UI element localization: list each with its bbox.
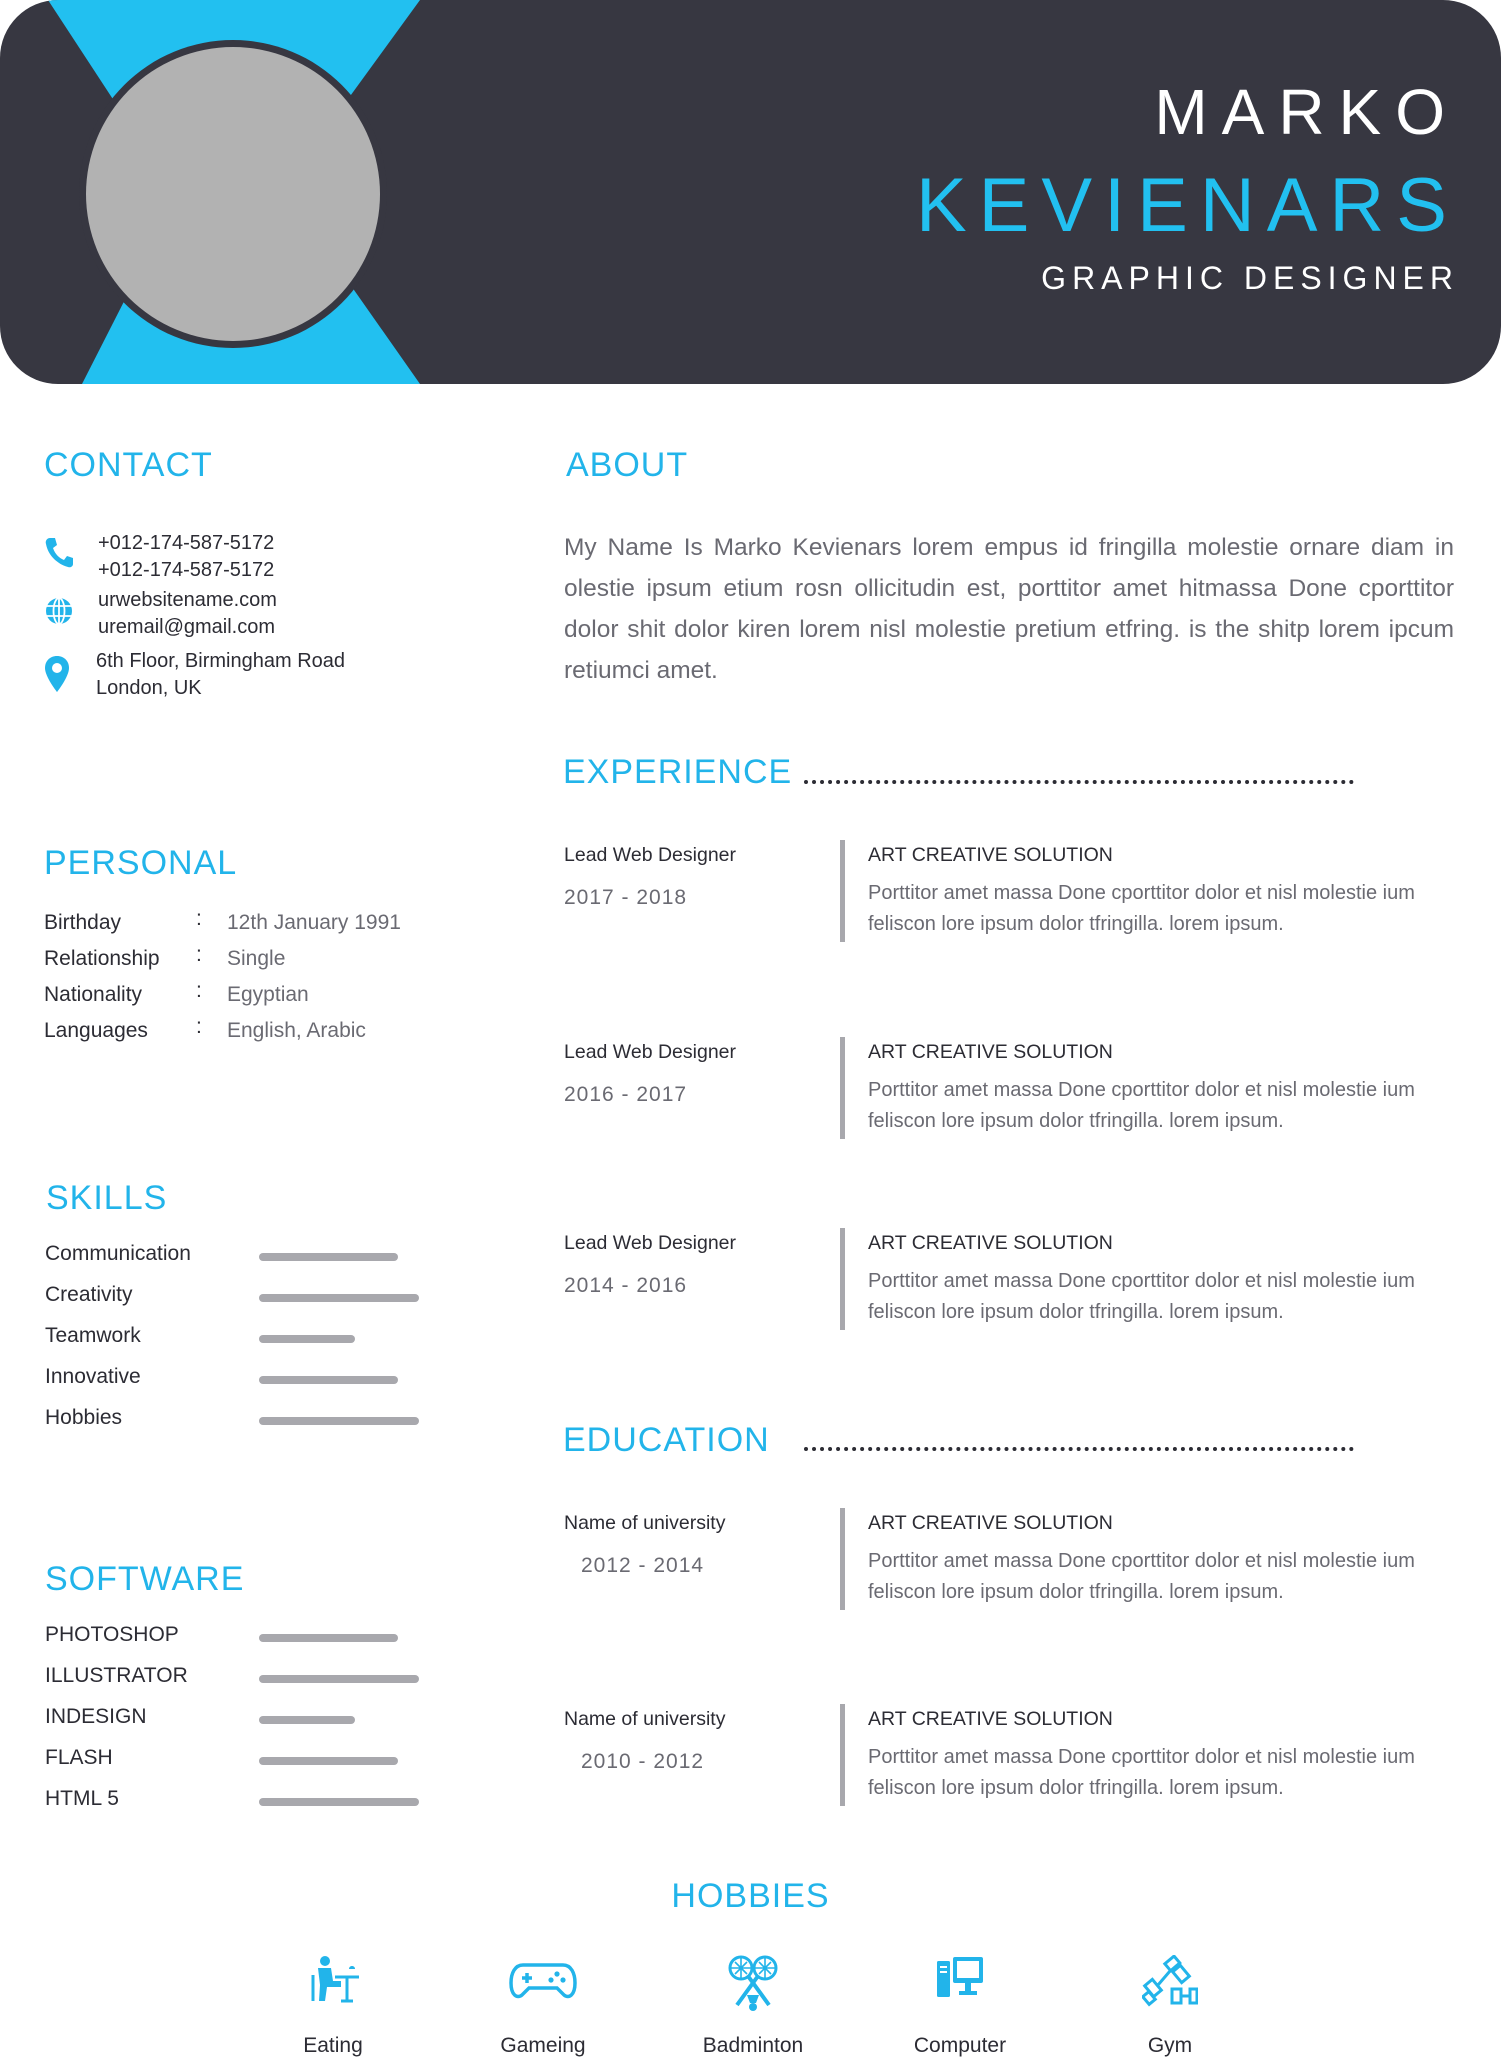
- software-level-bar: [259, 1634, 398, 1642]
- education-years: 2012 - 2014: [581, 1554, 705, 1577]
- experience-description: Porttitor amet massa Done cporttitor dolor et nisl molestie ium feliscon lore ipsum dolor tfringilla. lorem ipsum.: [868, 1270, 1415, 1323]
- personal-value: English, Arabic: [227, 1019, 366, 1042]
- about-text: My Name Is Marko Kevienars lorem empus id fringilla molestie ornare diam in olestie ipsum etium rosn ollicitudin est, porttitor amet hitmassa Done cporttitor dolor shit dolor kiren lorem nisl molestie pretium etfring. is the shitp lorem ipcum retiumci amet.: [564, 534, 1454, 684]
- skill-row: [45, 1365, 445, 1395]
- experience-entry: [564, 844, 1464, 984]
- dumbbell-icon: [1142, 1955, 1198, 2007]
- hobby-gaming: [473, 1955, 613, 2065]
- experience-role: Lead Web Designer: [564, 1232, 736, 1254]
- hobby-label: Computer: [913, 2034, 1007, 2057]
- phone-number-1[interactable]: +012-174-587-5172: [98, 532, 275, 554]
- experience-description: Porttitor amet massa Done cporttitor dolor et nisl molestie ium feliscon lore ipsum dolor tfringilla. lorem ipsum.: [868, 882, 1415, 935]
- software-level-track: [259, 1675, 419, 1683]
- personal-value: Single: [227, 947, 286, 970]
- gamepad-icon: [509, 1955, 577, 2007]
- experience-org: ART CREATIVE SOLUTION: [868, 1041, 1113, 1063]
- experience-description: Porttitor amet massa Done cporttitor dolor et nisl molestie ium feliscon lore ipsum dolor tfringilla. lorem ipsum.: [868, 1079, 1415, 1132]
- software-level-track: [259, 1757, 419, 1765]
- personal-key: Nationality: [44, 983, 143, 1006]
- skill-row: [45, 1406, 445, 1436]
- hobby-badminton: [683, 1955, 823, 2065]
- software-row: [45, 1623, 445, 1653]
- experience-entry: [564, 1232, 1464, 1372]
- education-entry: [564, 1708, 1464, 1848]
- software-row: [45, 1746, 445, 1776]
- education-org: ART CREATIVE SOLUTION: [868, 1708, 1113, 1730]
- badminton-icon: [725, 1955, 781, 2013]
- personal-row: [44, 943, 444, 977]
- experience-years: 2014 - 2016: [564, 1274, 688, 1297]
- eating-icon: [305, 1955, 361, 2007]
- personal-row: [44, 979, 444, 1013]
- experience-divider: [840, 840, 845, 942]
- personal-separator: :: [196, 979, 202, 1002]
- hobby-label: Eating: [303, 2034, 363, 2057]
- personal-separator: :: [196, 1015, 202, 1038]
- personal-row: [44, 1015, 444, 1049]
- experience-years: 2016 - 2017: [564, 1083, 688, 1106]
- software-name: HTML 5: [45, 1787, 119, 1810]
- education-divider: [840, 1508, 845, 1610]
- address-line-2: London, UK: [96, 677, 202, 699]
- hobby-gym: [1100, 1955, 1240, 2065]
- last-name: KEVIENARS: [915, 163, 1459, 248]
- personal-value: 12th January 1991: [227, 911, 401, 934]
- skill-level-bar: [259, 1335, 355, 1343]
- skill-row: [45, 1283, 445, 1313]
- personal-key: Languages: [44, 1019, 148, 1042]
- software-row: [45, 1664, 445, 1694]
- personal-key: Birthday: [44, 911, 122, 934]
- education-entry: [564, 1512, 1464, 1652]
- experience-years: 2017 - 2018: [564, 886, 688, 909]
- skill-name: Teamwork: [45, 1324, 141, 1347]
- education-years: 2010 - 2012: [581, 1750, 705, 1773]
- personal-value: Egyptian: [227, 983, 309, 1006]
- phone-number-2[interactable]: +012-174-587-5172: [98, 559, 275, 581]
- skill-name: Hobbies: [45, 1406, 123, 1429]
- experience-divider: [840, 1037, 845, 1139]
- software-row: [45, 1787, 445, 1817]
- software-level-bar: [259, 1757, 398, 1765]
- software-title: SOFTWARE: [45, 1560, 245, 1598]
- education-org: ART CREATIVE SOLUTION: [868, 1512, 1113, 1534]
- profile-photo-placeholder: [86, 47, 380, 341]
- software-level-track: [259, 1716, 419, 1724]
- skill-row: [45, 1242, 445, 1272]
- hobbies-title: HOBBIES: [671, 1877, 830, 1915]
- education-role: Name of university: [564, 1708, 726, 1730]
- skill-row: [45, 1324, 445, 1354]
- education-description: Porttitor amet massa Done cporttitor dolor et nisl molestie ium feliscon lore ipsum dolor tfringilla. lorem ipsum.: [868, 1746, 1415, 1799]
- header-decoration: [0, 0, 460, 384]
- skill-name: Communication: [45, 1242, 191, 1265]
- experience-entry: [564, 1041, 1464, 1181]
- software-name: ILLUSTRATOR: [45, 1664, 188, 1687]
- experience-divider: [840, 1228, 845, 1330]
- skill-level-track: [259, 1376, 419, 1384]
- education-title: EDUCATION: [563, 1421, 770, 1459]
- resume-header: [0, 0, 1501, 384]
- skill-level-track: [259, 1335, 419, 1343]
- skill-level-bar: [259, 1417, 419, 1425]
- hobby-eating: [263, 1955, 403, 2065]
- software-name: FLASH: [45, 1746, 113, 1769]
- hobby-label: Badminton: [702, 2034, 804, 2057]
- skill-level-bar: [259, 1253, 398, 1261]
- personal-key: Relationship: [44, 947, 160, 970]
- computer-icon: [935, 1955, 985, 2003]
- education-divider: [804, 1447, 1354, 1451]
- hobby-label: Gameing: [500, 2034, 586, 2057]
- skill-level-bar: [259, 1376, 398, 1384]
- personal-separator: :: [196, 907, 202, 930]
- phone-icon: [44, 536, 74, 570]
- contact-title: CONTACT: [44, 446, 213, 484]
- personal-row: [44, 907, 444, 941]
- skill-name: Innovative: [45, 1365, 141, 1388]
- experience-divider: [804, 780, 1354, 784]
- software-level-bar: [259, 1675, 419, 1683]
- website-link[interactable]: urwebsitename.com: [98, 589, 277, 611]
- education-role: Name of university: [564, 1512, 726, 1534]
- globe-icon: [44, 596, 74, 626]
- first-name: MARKO: [1154, 76, 1459, 148]
- experience-title: EXPERIENCE: [563, 753, 793, 791]
- experience-role: Lead Web Designer: [564, 1041, 736, 1063]
- location-pin-icon: [44, 655, 70, 693]
- skill-name: Creativity: [45, 1283, 133, 1306]
- software-level-bar: [259, 1716, 355, 1724]
- software-level-bar: [259, 1798, 419, 1806]
- software-level-track: [259, 1798, 419, 1806]
- software-level-track: [259, 1634, 419, 1642]
- experience-org: ART CREATIVE SOLUTION: [868, 1232, 1113, 1254]
- skill-level-track: [259, 1417, 419, 1425]
- skill-level-track: [259, 1294, 419, 1302]
- software-name: INDESIGN: [45, 1705, 147, 1728]
- hobby-label: Gym: [1147, 2034, 1193, 2057]
- software-name: PHOTOSHOP: [45, 1623, 179, 1646]
- address-line-1: 6th Floor, Birmingham Road: [96, 650, 346, 672]
- software-row: [45, 1705, 445, 1735]
- skill-level-track: [259, 1253, 419, 1261]
- education-divider: [840, 1704, 845, 1806]
- personal-separator: :: [196, 943, 202, 966]
- personal-title: PERSONAL: [44, 844, 238, 882]
- skill-level-bar: [259, 1294, 419, 1302]
- hobby-computer: [890, 1955, 1030, 2065]
- education-description: Porttitor amet massa Done cporttitor dolor et nisl molestie ium feliscon lore ipsum dolor tfringilla. lorem ipsum.: [868, 1550, 1415, 1603]
- about-title: ABOUT: [566, 446, 689, 484]
- experience-org: ART CREATIVE SOLUTION: [868, 844, 1113, 866]
- experience-role: Lead Web Designer: [564, 844, 736, 866]
- skills-title: SKILLS: [46, 1179, 168, 1217]
- email-link[interactable]: uremail@gmail.com: [98, 616, 276, 638]
- job-title: GRAPHIC DESIGNER: [1041, 260, 1459, 296]
